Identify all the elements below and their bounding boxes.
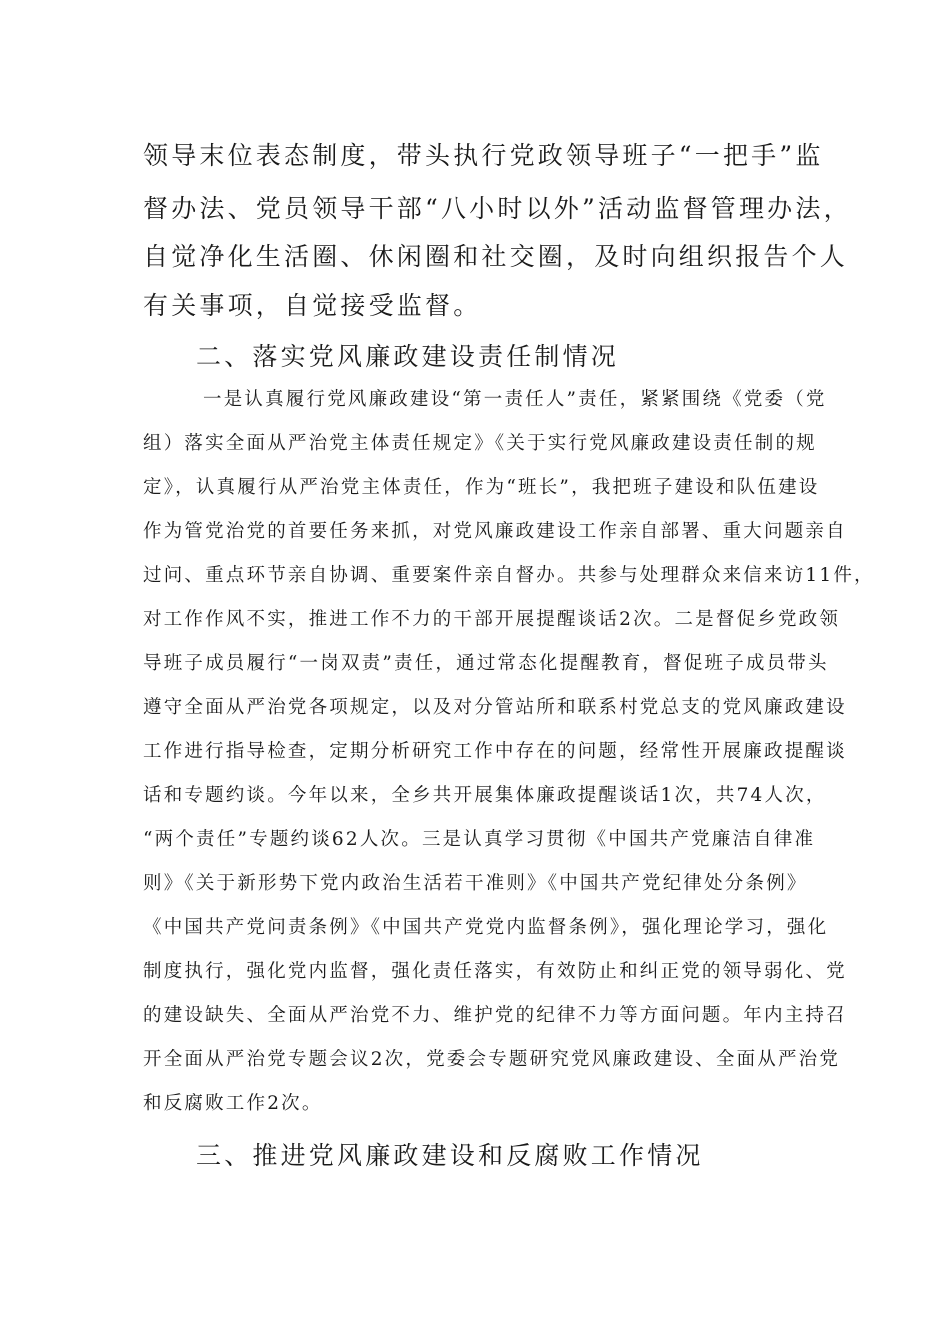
paragraph-line: 组）落实全面从严治党主体责任规定》《关于实行党风廉政建设责任制的规 (143, 433, 817, 454)
paragraph-line: 话和专题约谈。今年以来，全乡共开展集体廉政提醒谈话1次，共74人次， (143, 785, 827, 806)
paragraph-line: 的建设缺失、全面从严治党不力、维护党的纪律不力等方面问题。年内主持召 (143, 1005, 847, 1026)
paragraph-line: 作为管党治党的首要任务来抓，对党风廉政建设工作亲自部署、重大问题亲自 (143, 521, 847, 542)
paragraph-line: “两个责任”专题约谈62人次。三是认真学习贯彻《中国共产党廉洁自律准 (143, 829, 816, 850)
paragraph-line: 过问、重点环节亲自协调、重要案件亲自督办。共参与处理群众来信来访11件， (143, 565, 875, 586)
paragraph-line: 开全面从严治党专题会议2次，党委会专题研究党风廉政建设、全面从严治党 (143, 1049, 841, 1070)
paragraph-line: 对工作作风不实，推进工作不力的干部开展提醒谈话2次。二是督促乡党政领 (143, 609, 841, 630)
paragraph-line: 遵守全面从严治党各项规定，以及对分管站所和联系村党总支的党风廉政建设 (143, 697, 847, 718)
paragraph-line: 定》，认真履行从严治党主体责任，作为“班长”，我把班子建设和队伍建设 (143, 477, 820, 498)
paragraph-line: 一是认真履行党风廉政建设“第一责任人”责任，紧紧围绕《党委（党 (203, 389, 827, 410)
intro-line: 领导末位表态制度，带头执行党政领导班子“一把手”监 (143, 141, 824, 170)
intro-line: 自觉净化生活圈、休闲圈和社交圈，及时向组织报告个人 (143, 242, 849, 271)
intro-line: 有关事项，自觉接受监督。 (143, 291, 482, 320)
paragraph-line: 和反腐败工作2次。 (143, 1093, 323, 1114)
intro-line: 督办法、党员领导干部“八小时以外”活动监督管理办法， (143, 194, 852, 223)
paragraph-line: 工作进行指导检查，定期分析研究工作中存在的问题，经常性开展廉政提醒谈 (143, 741, 847, 762)
paragraph-line: 导班子成员履行“一岗双责”责任，通过常态化提醒教育，督促班子成员带头 (143, 653, 829, 674)
paragraph-line: 制度执行，强化党内监督，强化责任落实，有效防止和纠正党的领导弱化、党 (143, 961, 847, 982)
paragraph-line: 则》《关于新形势下党内政治生活若干准则》《中国共产党纪律处分条例》 (143, 873, 808, 894)
section-heading-2: 二、落实党风廉政建设责任制情况 (196, 342, 620, 371)
paragraph-line: 《中国共产党问责条例》《中国共产党党内监督条例》，强化理论学习，强化 (143, 917, 829, 938)
section-heading-3: 三、推进党风廉政建设和反腐败工作情况 (196, 1141, 704, 1170)
